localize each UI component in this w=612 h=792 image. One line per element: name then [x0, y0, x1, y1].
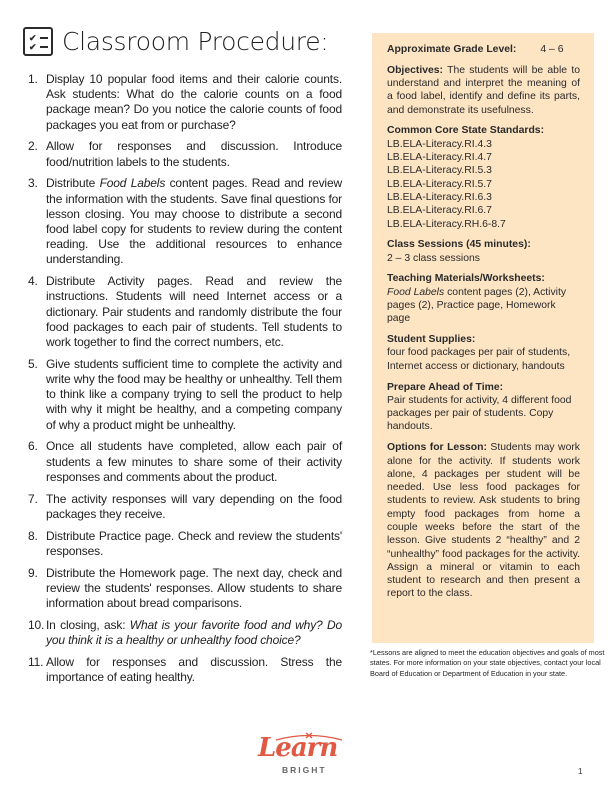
step-text: Distribute the Homework page. The next day, check and review the students' responses. Allow students to share information about bread comparisons. — [46, 565, 342, 611]
objectives — [387, 64, 580, 117]
learn-bright-logo — [254, 733, 350, 779]
step-number: 4. — [28, 274, 38, 289]
procedure-step — [28, 72, 342, 133]
procedure-step — [28, 357, 342, 433]
student-supplies — [387, 333, 580, 373]
objectives-text: The students will be able to understand and interpret the meaning of a food label, identify and define its parts, and demonstrate its usefulness. — [387, 64, 580, 116]
prepare-label: Prepare Ahead of Time: — [387, 381, 504, 393]
procedure-step — [28, 566, 342, 612]
step-number: 3. — [28, 176, 38, 191]
materials-label: Teaching Materials/Worksheets: — [387, 273, 545, 285]
step-text: Once all students have completed, allow each pair of students a few minutes to share some of their activity responses and comments about the product. — [46, 439, 342, 484]
footnote: *Lessons are aligned to meet the education objectives and goals of most states. For more information on your state objectives, contact your local Board of Education or Department of Education in your state. — [370, 648, 605, 678]
step-text: Allow for responses and discussion. Stress the importance of eating healthy. — [46, 654, 342, 685]
standard-item: LB.ELA-Literacy.RI.4.7 — [387, 152, 492, 164]
grade-level — [387, 43, 580, 56]
step-number: 2. — [28, 139, 38, 154]
page-title: Classroom Procedure: — [62, 27, 329, 56]
step-text: Display 10 popular food items and their calorie counts. Ask students: What do the calorie counts on a food package mean? Do you notice the calorie counts of food packages you eat from or purchase? — [46, 72, 342, 132]
step-number: 1. — [28, 72, 38, 86]
step-text: Distribute Practice page. Check and review the students' responses. — [46, 528, 342, 558]
grade-level-label: Approximate Grade Level: — [387, 44, 517, 55]
standards — [387, 124, 580, 230]
step-number: 10. — [28, 617, 45, 632]
step-text: Give students sufficient time to complete the activity and write why the food may be healthy or unhealthy. Tell them to think like a company trying to sell the product to help with why it might be healthy, and a competing company of why a product might be unhealthy. — [46, 356, 342, 432]
lesson-info-panel — [372, 33, 594, 643]
standards-label: Common Core State Standards: — [387, 125, 545, 137]
step-text: The activity responses will vary depending on the food packages they receive. — [46, 491, 342, 521]
class-sessions — [387, 238, 580, 265]
procedure-list — [28, 72, 342, 692]
closing-question: What is your favorite food and why? Do you think it is a healthy or unhealthy food choice? — [46, 617, 343, 648]
step-text: Distribute Activity pages. Read and review the instructions. Students will need Internet access or a dictionary. Pair students and randomly distribute the four food packages to each pair of students. Tell students to work together to find the correct numbers, etc. — [46, 274, 342, 350]
procedure-step — [28, 139, 342, 169]
standard-item: LB.ELA-Literacy.RI.5.3 — [387, 165, 492, 177]
grade-level-value: 4 – 6 — [540, 44, 564, 55]
prepare-ahead — [387, 381, 580, 434]
objectives-label: Objectives: — [387, 64, 444, 76]
sessions-text: 2 – 3 class sessions — [387, 252, 480, 264]
worksheet-title: Food Labels — [99, 176, 166, 191]
standard-item: LB.ELA-Literacy.RH.6-8.7 — [387, 218, 506, 230]
standard-item: LB.ELA-Literacy.RI.6.3 — [387, 191, 492, 203]
sessions-label: Class Sessions (45 minutes): — [387, 239, 531, 251]
procedure-step — [28, 492, 342, 522]
page-number: 1 — [578, 767, 583, 776]
step-text: Allow for responses and discussion. Introduce food/nutrition labels to the students. — [46, 139, 342, 169]
step-text: In closing, ask: What is your favorite food and why? Do you think it is a healthy or unhealthy food choice? — [46, 617, 343, 648]
procedure-step — [28, 529, 342, 559]
materials-text: Food Labels content pages (2), Activity pages (2), Practice page, Homework page — [387, 286, 567, 325]
step-number: 6. — [28, 439, 38, 454]
step-text: Distribute Food Labels content pages. Read and review the information with the students. Save final questions for lesson closing. You may choose to distribute a second food label copy for students to review during the content reading. Use the additional resources to enhance understanding. — [46, 176, 342, 267]
procedure-step — [28, 618, 342, 648]
step-number: 8. — [28, 528, 38, 543]
options-text: Students may work alone for the activity. If students work alone, 4 packages per student will be needed. Use less food packages for students to review. Ask students to bring empty food packages from home a couple weeks before the start of the lesson. Give students 2 “healthy” and 2 “unhealthy” food packages for the activity. Assign a mineral or vitamin to each student to research and then present a report to the class. — [387, 442, 580, 600]
supplies-text: four food packages per pair of students, Internet access or dictionary, handouts — [387, 347, 571, 372]
page-header — [23, 27, 328, 56]
options-label: Options for Lesson: — [387, 442, 487, 454]
logo-word-bright: BRIGHT — [282, 765, 327, 775]
procedure-step — [28, 274, 342, 350]
step-number: 7. — [28, 491, 38, 506]
checklist-icon: ✔ ✔ — [23, 27, 53, 56]
procedure-step — [28, 655, 342, 685]
standard-item: LB.ELA-Literacy.RI.6.7 — [387, 205, 492, 217]
logo-word-learn: Learn — [258, 733, 338, 763]
teaching-materials — [387, 272, 580, 325]
step-number: 5. — [28, 356, 38, 371]
procedure-step — [28, 176, 342, 267]
prepare-text: Pair students for activity, 4 different food packages per pair of students. Copy handouts. — [387, 394, 572, 433]
supplies-label: Student Supplies: — [387, 334, 476, 346]
standard-item: LB.ELA-Literacy.RI.4.3 — [387, 138, 492, 150]
standard-item: LB.ELA-Literacy.RI.5.7 — [387, 178, 492, 190]
step-number: 9. — [28, 565, 38, 580]
step-number: 11. — [28, 654, 44, 669]
procedure-step — [28, 439, 342, 485]
lesson-options — [387, 441, 580, 601]
